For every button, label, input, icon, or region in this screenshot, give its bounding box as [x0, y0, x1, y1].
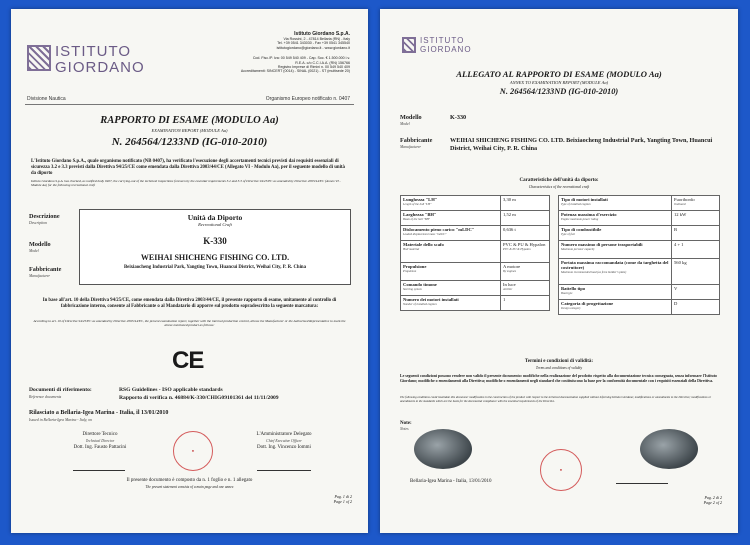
- page-number-text: Pag. 2 di 2: [704, 495, 722, 500]
- notes-sublabel: Notes: [400, 427, 409, 431]
- page-number: [334, 494, 352, 504]
- terms-text-english: The following conditions could invalidate this document: modification in the construction of the product with respect to the technical documentation supplied without informing Istituto Giordano; modifications or amendments to the Directive; modifications or amendments to the standards which are the basis for the documental compliance with the essential requirements of the Directive.: [400, 395, 712, 403]
- official-stamp: ●: [540, 449, 582, 491]
- table-row: [559, 285, 720, 300]
- ceo-role: L'Amministratore Delegato: [256, 432, 312, 437]
- header-divider: [25, 104, 354, 105]
- row-key: Categoria di progettazione: [561, 301, 614, 306]
- characteristics-subtitle: Characteristics of the recreational craft: [528, 185, 590, 189]
- ceo-signature: [257, 462, 311, 471]
- verification-report-value: Rapporto di verifica n. 46884/K-330/CHIG09101361 del 11/11/2009: [119, 395, 279, 401]
- technical-director-sub: Technical Director: [85, 439, 115, 443]
- characteristics-title: Caratteristiche dell'unità da diporto:: [519, 178, 599, 183]
- row-key: Lunghezza "LH": [403, 197, 438, 202]
- logo-line-2: GIORDANO: [420, 45, 472, 54]
- row-key: Numero massimo di persone trasportabili: [561, 242, 643, 247]
- table-row: [401, 281, 550, 296]
- row-value: 1,52 m: [501, 211, 550, 226]
- row-key: Comando timone: [403, 282, 437, 287]
- basis-text: In base all'art. 10 della Direttiva 94/25/CE, come emendata dalla Direttiva 2003/44/CE, il presente rapporto di esame, unitamente al controllo di fabbricazione interno, consente al Fabbricante o al Mandatario di apporre sul prodotto sopradescritto la seguente marcatura:: [42, 298, 337, 309]
- description-sublabel: Description: [29, 221, 47, 225]
- table-row: [559, 226, 720, 241]
- row-value-sub: PVC & PU & Hypalon: [503, 247, 531, 251]
- row-value: 560 kg: [672, 259, 720, 285]
- model-value: K-330: [450, 114, 467, 121]
- table-row: [401, 196, 550, 211]
- table-row: [401, 241, 550, 263]
- row-key: Tipo di combustibile: [561, 227, 602, 232]
- row-key: Larghezza "BH": [403, 212, 437, 217]
- institute-name: Istituto Giordano S.p.A.: [294, 31, 350, 37]
- model-sublabel: Model: [29, 249, 39, 253]
- ceo-name: Dott. Ing. Vincenzo Iommi: [257, 445, 311, 450]
- reference-documents-value: RSG Guidelines - ISO applicable standards: [119, 387, 223, 393]
- manufacturer-value: WEIHAI SHICHENG FISHING CO. LTD. Beixiaocheng Industrial Park, Yangting Town, Huancui District, Weihai City, P. R. China: [450, 137, 713, 152]
- row-key-sub: Maximum recommended load (as from builder's plate): [561, 270, 627, 274]
- page-number: [704, 495, 722, 505]
- description-value: Unità da Diporto: [187, 213, 243, 222]
- footer-note: Il presente documento è composto da n. 1 foglio e n. 1 allegato: [126, 478, 253, 483]
- istituto-giordano-logo-icon: [27, 45, 51, 71]
- row-value: PVC & PU & Hypalon: [503, 242, 546, 247]
- registry-line: Registro Imprese di Rimini n. 00 549 540 409: [277, 65, 350, 70]
- page-number-sub: Page 2 of 2: [703, 500, 722, 505]
- craft-details-box: [79, 209, 351, 285]
- characteristics-table-left: [400, 195, 550, 311]
- table-row: [401, 226, 550, 241]
- row-value: 0,636 t: [501, 226, 550, 241]
- model-sublabel: Model: [400, 122, 410, 126]
- manufacturer-label: Fabbricante: [400, 137, 433, 144]
- characteristics-table-right: [558, 195, 720, 315]
- terms-text: Le seguenti condizioni possono rendere non valido il presente documento: modifiche nella realizzazione del prodotto rispetto alla documentazione tecnica consegnata, senza informare l'Istituto Giordano; modifiche o emendamenti alla Direttiva; modifiche o emendamenti negli standard che costituiscono la base per la conformità documentale con i requisiti essenziali della Direttiva.: [400, 374, 717, 383]
- manufacturer-address: Beixiaocheng Industrial Park, Yangting Town, Huancui District, Weihai City, P. R. China: [123, 265, 306, 270]
- table-row: [401, 263, 550, 281]
- row-key-sub: Beam of the hull "BH": [403, 217, 431, 221]
- annex-title: ALLEGATO AL RAPPORTO DI ESAME (MODULO Aa): [456, 69, 662, 79]
- row-key: Propulsione: [403, 264, 427, 269]
- model-label: Modello: [29, 241, 51, 248]
- table-row: [559, 300, 720, 315]
- row-key-sub: Number of installed engines: [403, 302, 437, 306]
- terms-subtitle: Terms and conditions of validity: [535, 366, 583, 370]
- row-value: 3,30 m: [501, 196, 550, 211]
- registry-line: Accreditamenti: SINCERT (0014) - SINAL (0021) - ST (multisede 20): [240, 69, 350, 74]
- official-stamp: ●: [173, 431, 213, 471]
- division-label: Divisione Nautica: [27, 96, 66, 102]
- row-key-sub: Hull material: [403, 247, 420, 251]
- table-row: [559, 259, 720, 285]
- row-value-sub: At tiller: [503, 287, 513, 291]
- footer-note-english: The present statement consists of a main page and one annex: [145, 485, 234, 489]
- intro-text: L'Istituto Giordano S.p.A., quale organismo notificato (NB 0407), ha verificato l'esecuzione degli accertamenti tecnici previsti dai requisiti essenziali di sicurezza 3.2 e 3.3 previsti dalla Direttiva 94/25/CE come emendata dalla Direttiva 2003/44/CE (Allegato VI - Modulo Aa), per il seguente modello di unità da diporto: [31, 159, 345, 176]
- hologram-seal: [414, 429, 472, 469]
- description-label: Descrizione: [29, 213, 60, 220]
- model-label: Modello: [400, 114, 422, 121]
- row-key-sub: Design category: [561, 306, 581, 310]
- address-line: istitutogiordano@giordano.it - www.giordano.it: [276, 45, 350, 50]
- row-value: B: [672, 226, 720, 241]
- annex-number: N. 264564/1233ND (IG-010-2010): [499, 87, 619, 96]
- row-value-sub: Outboard: [674, 202, 686, 206]
- row-value: V: [672, 285, 720, 300]
- intro-text-english: Istituto Giordano S.p.A. has checked, as notified body 0407, the carrying-out of the technical inspections foreseen by the essential requirements 3.2 and 3.3 of Directive 94/25/EC as amended by Directive 2003/44/EC (Annex VI - Module Aa) for the following recreational craft: [31, 179, 341, 188]
- manufacturer-sublabel: Manufacturer: [29, 274, 50, 278]
- signature: [616, 475, 668, 484]
- reference-documents-label: Documenti di riferimento:: [29, 387, 92, 393]
- row-key: Numero dei motori installati: [403, 297, 459, 302]
- page-number-text: Pag. 1 di 2: [334, 494, 352, 499]
- row-value: D: [672, 300, 720, 315]
- row-value: 4 + 1: [672, 241, 720, 259]
- report-subtitle: EXAMINATION REPORT (MODULE Aa): [151, 128, 228, 133]
- row-key-sub: Length of the hull "LH": [403, 202, 432, 206]
- logo-line-2: GIORDANO: [55, 59, 145, 76]
- annex-page: [380, 9, 738, 533]
- row-key: Dislocamento pieno carico "mLDC": [403, 227, 475, 232]
- address-line: Tel. +39 0541 343030 - Fax +39 0541 345540: [277, 41, 350, 46]
- notified-body-label: Organismo Europeo notificato n. 0407: [265, 96, 350, 102]
- manufacturer-name: WEIHAI SHICHENG FISHING CO. LTD.: [140, 253, 290, 262]
- notes-label: Note:: [400, 421, 412, 426]
- issued-date-sub: Issued in Bellaria-Igea Marina - Italy, on: [29, 418, 92, 422]
- row-value-sub: By engines: [503, 269, 517, 273]
- row-key-sub: Maximum persons' capacity: [561, 247, 595, 251]
- row-key-sub: Loaded displacement mass "mLDC": [403, 232, 447, 236]
- reference-documents-sublabel: Reference documents: [29, 395, 62, 399]
- row-value: 1: [501, 296, 550, 311]
- report-number: N. 264564/1233ND (IG-010-2010): [111, 136, 268, 148]
- ceo-sub: Chief Executive Officer: [266, 439, 302, 443]
- table-row: [401, 296, 550, 311]
- row-value: In luce: [503, 282, 516, 287]
- issued-date: Rilasciato a Bellaria-Igea Marina - Italia, il 13/01/2010: [29, 410, 169, 416]
- terms-title: Termini e condizioni di validità:: [524, 359, 594, 364]
- issued-date: Bellaria-Igea Marina - Italia, 13/01/2010: [410, 479, 492, 484]
- page-number-sub: Page 1 of 2: [333, 499, 352, 504]
- address-line: Via Rossini, 2 - 47814 Bellaria (RN) - Italy: [283, 37, 350, 41]
- row-key: Tipo di motori installati: [561, 197, 608, 202]
- technical-director-role: Direttore Tecnico: [82, 432, 118, 437]
- row-key: Potenza massima d'esercizio: [561, 212, 617, 217]
- logo-line-1: ISTITUTO: [55, 43, 132, 60]
- description-value-sub: Recreational Craft: [198, 222, 232, 227]
- row-value: A motore: [503, 264, 521, 269]
- hologram-seal: [640, 429, 698, 469]
- technical-director-signature: [73, 462, 125, 471]
- table-row: [559, 241, 720, 259]
- annex-subtitle: ANNEX TO EXAMINATION REPORT (MODULE Aa): [509, 80, 609, 85]
- registry-line: Cod. Fisc./P. Iva: 00 549 540 409 - Cap. Soc. € 1.500.000 i.v.: [252, 56, 350, 61]
- technical-director-name: Dott. Ing. Fausto Pattacini: [73, 445, 127, 450]
- ce-mark: CE: [172, 347, 204, 374]
- examination-report-page: [11, 9, 368, 533]
- registry-line: R.E.A. c/o C.C.I.A.A. (RN) 156766: [295, 60, 350, 65]
- row-value: 12 kW: [672, 211, 720, 226]
- table-row: [559, 196, 720, 211]
- table-row: [401, 211, 550, 226]
- row-key-sub: Engine maximum power rating: [561, 217, 599, 221]
- row-key: Materiale dello scafo: [403, 242, 444, 247]
- row-key: Portata massima raccomandata (come da targhetta del costruttore): [561, 260, 669, 270]
- report-title: RAPPORTO DI ESAME (MODULO Aa): [100, 115, 279, 126]
- istituto-giordano-logo-icon: [402, 37, 416, 53]
- manufacturer-sublabel: Manufacturer: [400, 145, 421, 149]
- manufacturer-label: Fabbricante: [29, 266, 62, 273]
- row-key-sub: Propulsion: [403, 269, 417, 273]
- row-key-sub: Type of installed engines: [561, 202, 591, 206]
- table-row: [559, 211, 720, 226]
- basis-text-english: According to art. 10 of Directive 94/25/EC as amended by Directive 2003/44/EC, the present examination report, together with the internal production control, allows the Manufacturer or the Authorised Representative to mark the above mentioned product as follows:: [33, 319, 346, 328]
- row-key-sub: Steering system: [403, 287, 422, 291]
- row-key: Battello tipo: [561, 286, 586, 291]
- row-key-sub: Type of fuel: [561, 232, 575, 236]
- row-key-sub: Boat type: [561, 291, 573, 295]
- row-value: Fuoribordo: [674, 197, 695, 202]
- model-value: K-330: [203, 236, 227, 246]
- logo-line-1: ISTITUTO: [420, 36, 465, 45]
